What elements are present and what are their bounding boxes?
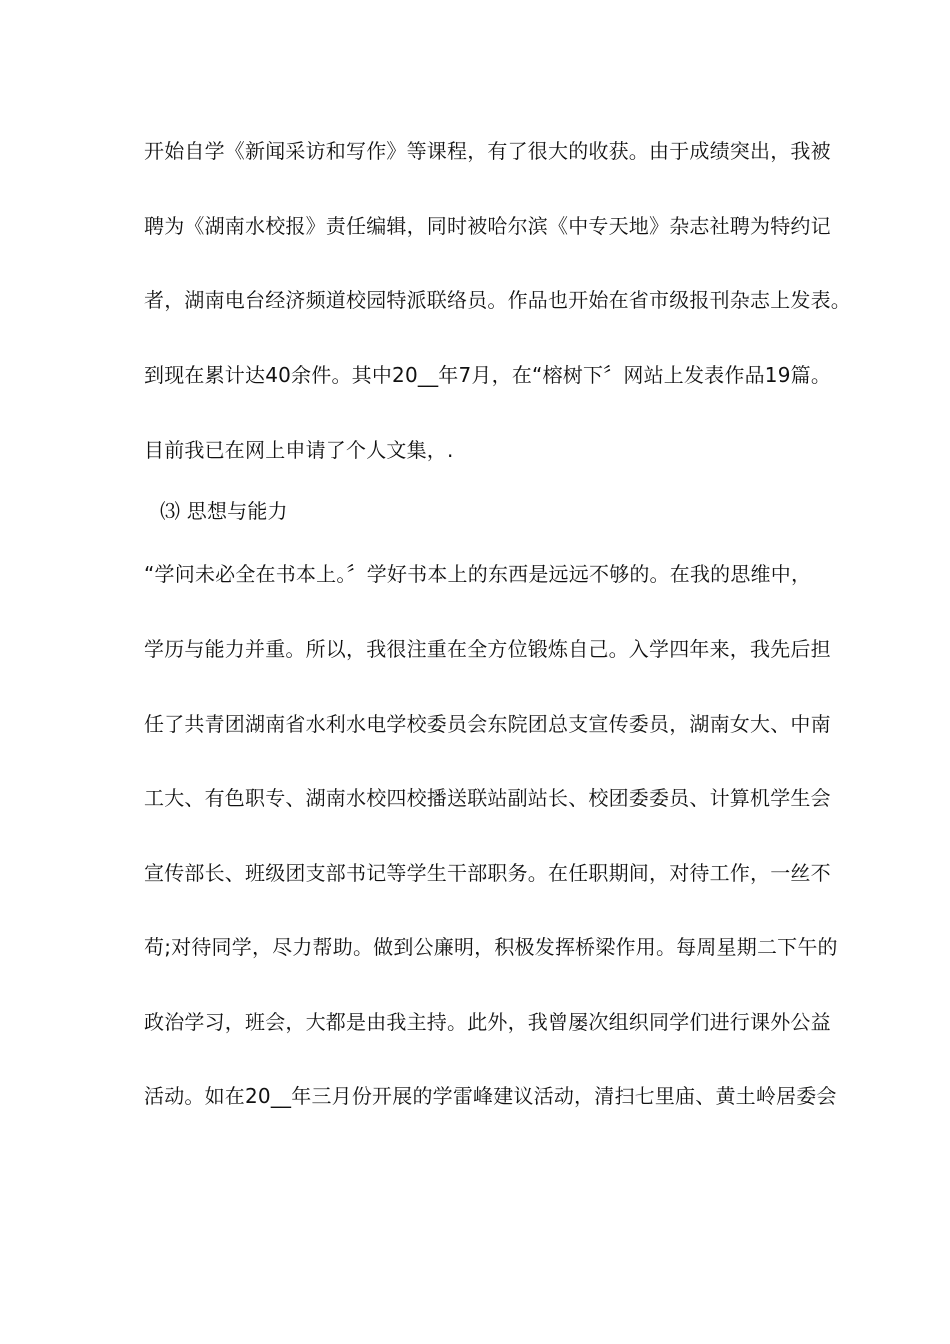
paragraph-line: 到现在累计达40余件。其中20__年7月，在“榕树下〞网站上发表作品19篇。 [144,363,832,387]
paragraph-line: 工大、有色职专、湖南水校四校播送联站副站长、校团委委员、计算机学生会 [144,786,831,810]
section-heading: ⑶ 思想与能力 [160,499,288,523]
paragraph-line: 目前我已在网上申请了个人文集，. [144,438,454,462]
paragraph-line: 宣传部长、班级团支部书记等学生干部职务。在任职期间，对待工作，一丝不 [144,861,831,885]
paragraph-line: 者，湖南电台经济频道校园特派联络员。作品也开始在省市级报刊杂志上发表。 [144,288,851,312]
paragraph-line: 开始自学《新闻采访和写作》等课程，有了很大的收获。由于成绩突出，我被 [144,139,831,163]
paragraph-line: 苟;对待同学，尽力帮助。做到公廉明，积极发挥桥梁作用。每周星期二下午的 [144,935,838,959]
paragraph-line: 活动。如在20__年三月份开展的学雷峰建议活动，清扫七里庙、黄土岭居委会 [144,1084,837,1108]
paragraph-line: “学问未必全在书本上。〞学好书本上的东西是远远不够的。在我的思维中， [144,562,812,586]
paragraph-line: 政治学习，班会，大都是由我主持。此外，我曾屡次组织同学们进行课外公益 [144,1010,831,1034]
paragraph-line: 聘为《湖南水校报》责任编辑，同时被哈尔滨《中专天地》杂志社聘为特约记 [144,214,831,238]
paragraph-line: 学历与能力并重。所以，我很注重在全方位锻炼自己。入学四年来，我先后担 [144,637,831,661]
paragraph-line: 任了共青团湖南省水利水电学校委员会东院团总支宣传委员，湖南女大、中南 [144,712,831,736]
